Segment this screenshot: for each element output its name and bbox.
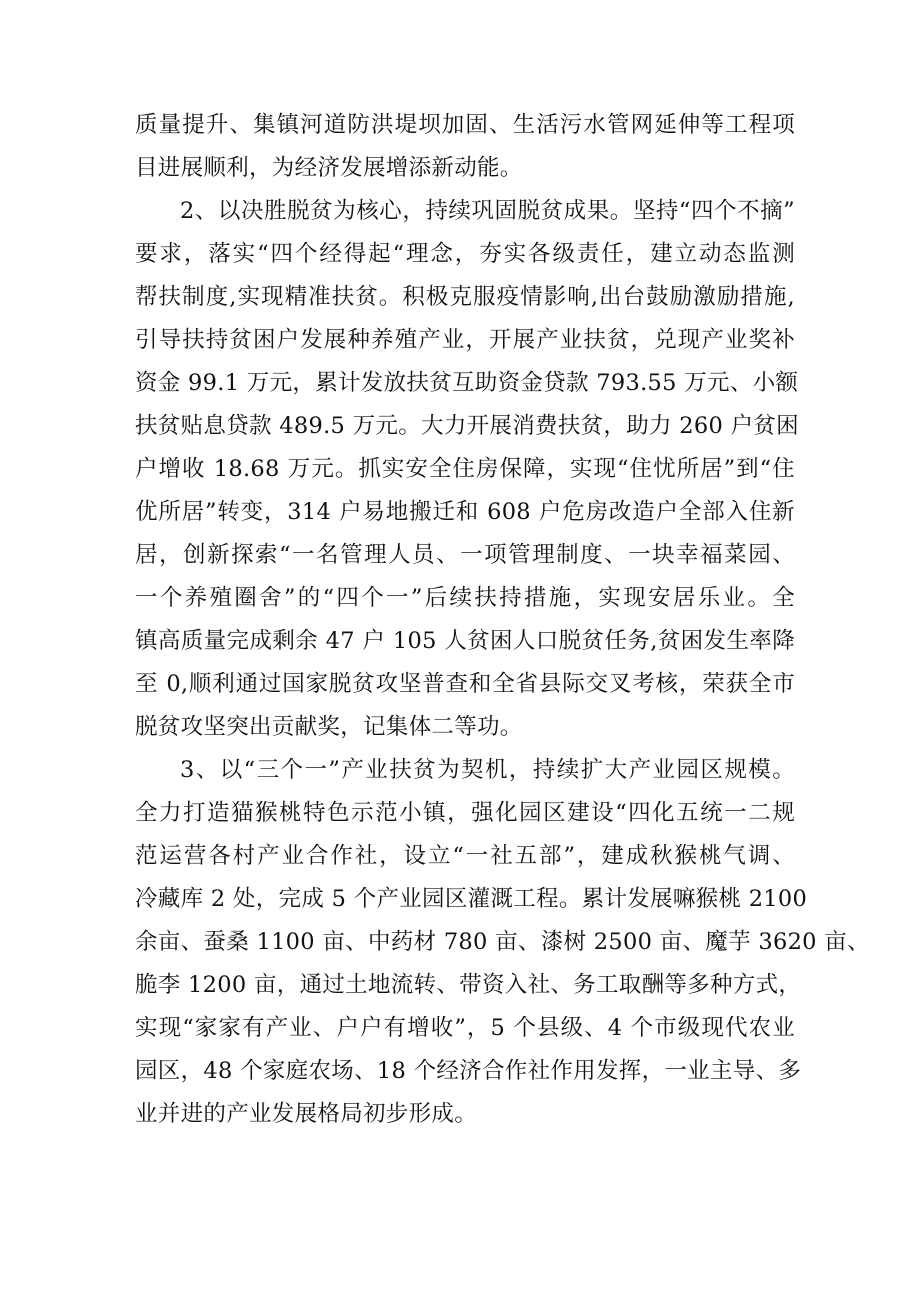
text-line: 帮扶制度,实现精准扶贫。积极克服疫情影响,出台鼓励激励措施, xyxy=(135,284,795,310)
text-line: 户增收 18.68 万元。抓实安全住房保障，实现“住忧所居”到“住 xyxy=(135,456,795,482)
text-line: 实现“家家有产业、户户有增收”，5 个县级、4 个市级现代农业 xyxy=(135,1015,795,1041)
text-line: 镇高质量完成剩余 47 户 105 人贫困人口脱贫任务,贫困发生率降 xyxy=(135,628,795,654)
paragraph xyxy=(135,749,870,1136)
text-line: 质量提升、集镇河道防洪堤坝加固、生活污水管网延伸等工程项 xyxy=(135,112,795,138)
text-line: 范运营各村产业合作社，设立“一社五部”，建成秋猴桃气调、 xyxy=(135,843,795,869)
text-line: 冷藏库 2 处，完成 5 个产业园区灌溉工程。累计发展嘛猴桃 2100 xyxy=(135,886,808,912)
text-line: 目进展顺利，为经济发展增添新动能。 xyxy=(135,155,523,181)
paragraph xyxy=(135,104,795,190)
body-text xyxy=(135,104,870,1136)
text-line: 2、以决胜脱贫为核心，持续巩固脱贫成果。坚持“四个不摘” xyxy=(180,198,795,224)
text-line: 居，创新探索“一名管理人员、一项管理制度、一块幸福菜园、 xyxy=(135,542,795,568)
text-line: 3、以“三个一”产业扶贫为契机，持续扩大产业园区规模。 xyxy=(180,757,795,783)
text-line: 要求，落实“四个经得起“理念，夯实各级责任，建立动态监测 xyxy=(135,241,795,267)
text-line: 脆李 1200 亩，通过土地流转、带资入社、务工取酬等多种方式， xyxy=(135,972,802,998)
text-line: 至 0,顺利通过国家脱贫攻坚普查和全省县际交叉考核，荣获全市 xyxy=(135,671,795,697)
text-line: 园区，48 个家庭农场、18 个经济合作社作用发挥，一业主导、多 xyxy=(135,1058,802,1084)
text-line: 优所居”转变，314 户易地搬迁和 608 户危房改造户全部入住新 xyxy=(135,499,795,525)
text-line: 业并进的产业发展格局初步形成。 xyxy=(135,1101,478,1127)
text-line: 扶贫贴息贷款 489.5 万元。大力开展消费扶贫，助力 260 户贫困 xyxy=(135,413,799,439)
text-line: 余亩、蚕桑 1100 亩、中药材 780 亩、漆树 2500 亩、魔芋 3620 亩、 xyxy=(135,929,870,955)
text-line: 脱贫攻坚突出贡献奖，记集体二等功。 xyxy=(135,714,523,740)
paragraph xyxy=(135,190,799,749)
text-line: 引导扶持贫困户发展种养殖产业，开展产业扶贫，兑现产业奖补 xyxy=(135,327,795,353)
text-line: 全力打造猫猴桃特色示范小镇，强化园区建设“四化五统一二规 xyxy=(135,800,795,826)
text-line: 资金 99.1 万元，累计发放扶贫互助资金贷款 793.55 万元、小额 xyxy=(135,370,799,396)
text-line: 一个养殖圈舍”的“四个一”后续扶持措施，实现安居乐业。全 xyxy=(135,585,795,611)
